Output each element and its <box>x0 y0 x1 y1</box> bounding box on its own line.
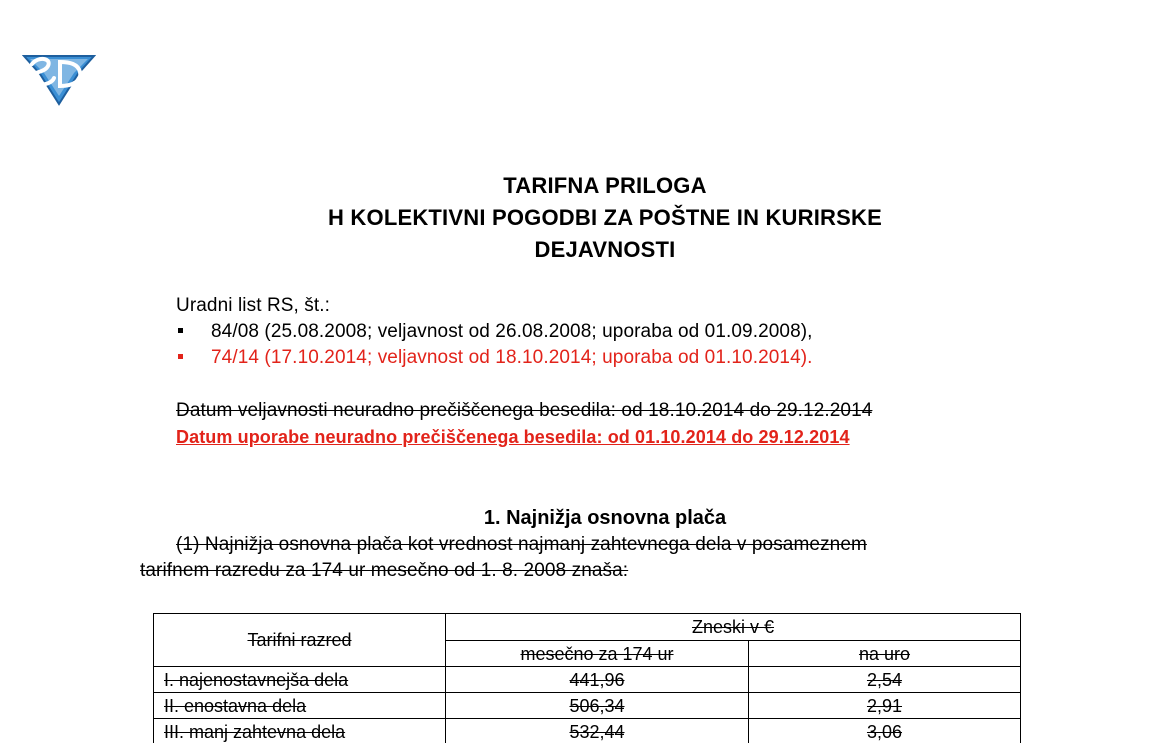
title-line-3: DEJAVNOSTI <box>534 237 676 262</box>
cell-hourly: 3,06 <box>749 719 1021 743</box>
cell-hourly: 2,91 <box>749 693 1021 719</box>
cell-monthly: 532,44 <box>446 719 749 743</box>
validity-date-line: Datum veljavnosti neuradno prečiščenega besedila: od 18.10.2014 do 29.12.2014 <box>176 400 873 421</box>
cell-class: II. enostavna dela <box>154 693 446 719</box>
header-amounts: Zneski v € <box>446 614 1021 641</box>
gazette-entry-1: 84/08 (25.08.2008; veljavnost od 26.08.2008; uporaba od 01.09.2008), <box>211 321 813 342</box>
cell-monthly: 506,34 <box>446 693 749 719</box>
header-monthly: mesečno za 174 ur <box>446 641 749 667</box>
table-row <box>154 719 1021 743</box>
gazette-label: Uradni list RS, št.: <box>176 295 331 316</box>
section-title: 1. Najnižja osnovna plača <box>483 507 727 529</box>
title-line-2: H KOLEKTIVNI POGODBI ZA POŠTNE IN KURIRSKE <box>328 205 882 230</box>
cell-monthly: 441,96 <box>446 667 749 693</box>
use-date-line: Datum uporabe neuradno prečiščenega besedila: od 01.10.2014 do 29.12.2014 <box>176 427 850 447</box>
title-line-1: TARIFNA PRILOGA <box>503 173 707 198</box>
bullet-icon <box>178 328 183 333</box>
table-row <box>154 667 1021 693</box>
cell-hourly: 2,54 <box>749 667 1021 693</box>
header-tariff-class: Tarifni razred <box>154 614 446 667</box>
sd-shield-logo <box>22 50 96 106</box>
cell-class: III. manj zahtevna dela <box>154 719 446 743</box>
bullet-icon <box>178 354 183 359</box>
gazette-entry-2: 74/14 (17.10.2014; veljavnost od 18.10.2014; uporaba od 01.10.2014). <box>211 347 813 368</box>
header-hourly: na uro <box>749 641 1021 667</box>
tariff-table <box>153 613 1021 743</box>
section-paragraph-line-2: tarifnem razredu za 174 ur mesečno od 1. 8. 2008 znaša: <box>140 560 629 581</box>
section-paragraph-line-1: (1) Najnižja osnovna plača kot vrednost najmanj zahtevnega dela v posameznem <box>176 534 867 555</box>
cell-class: I. najenostavnejša dela <box>154 667 446 693</box>
table-row <box>154 693 1021 719</box>
